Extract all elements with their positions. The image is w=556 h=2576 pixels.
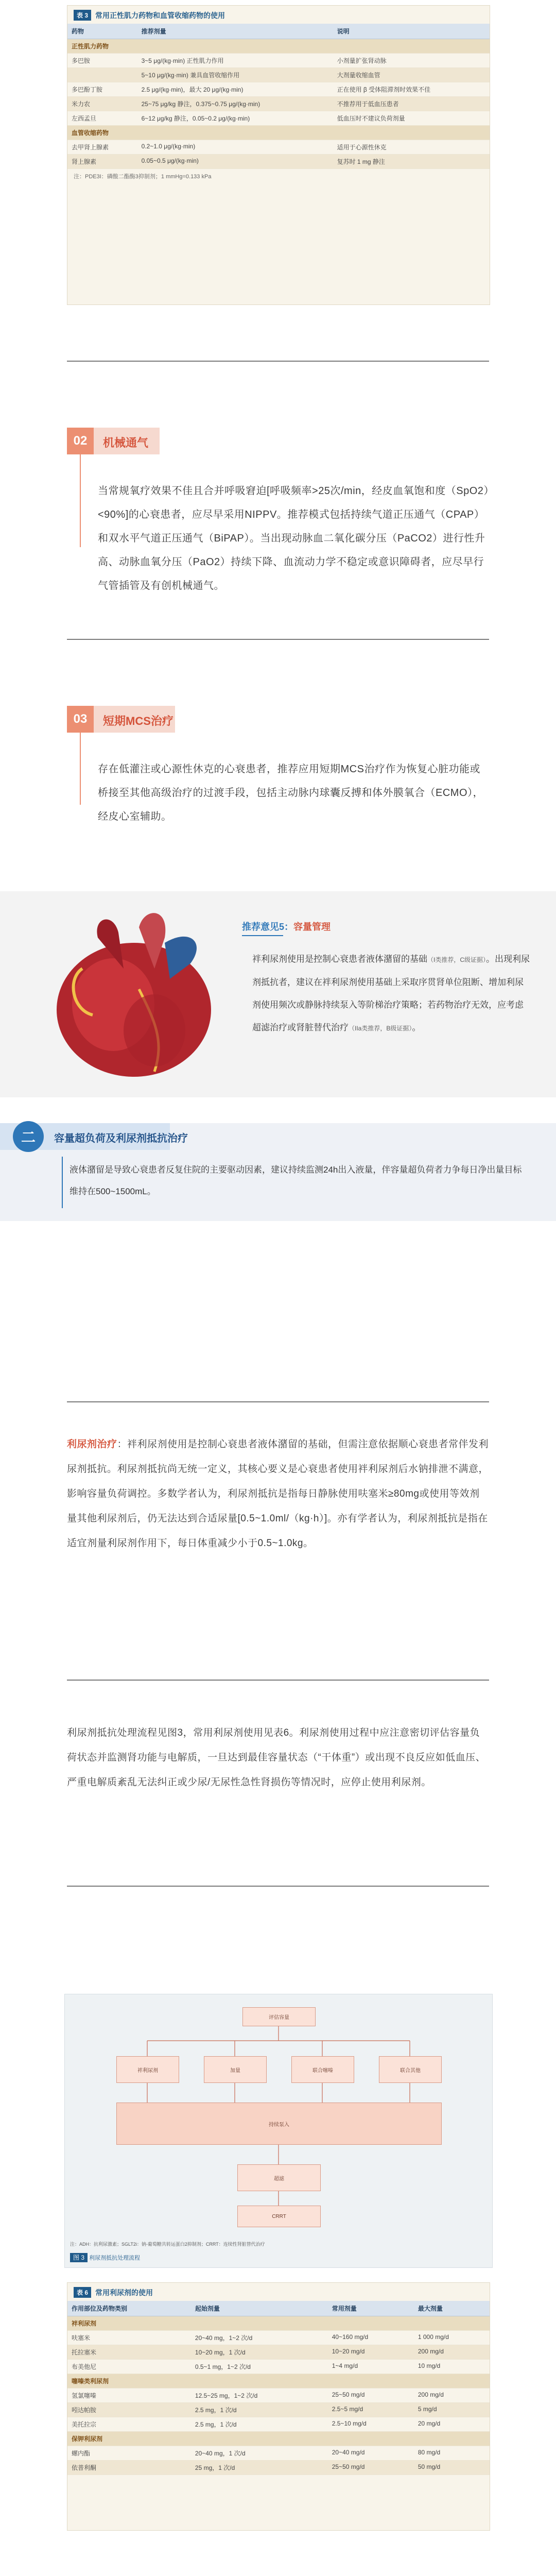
table-cell: 袢利尿剂: [67, 2316, 191, 2331]
table-cell: 正在使用 β 受体阻滞剂时效果不佳: [333, 82, 490, 97]
table-caption: [67, 2283, 490, 2301]
figure-note: 注：ADH：抗利尿激素；SGLT2i：钠-葡萄糖共转运蛋白2抑制剂；CRRT：连续性肾脏替代治疗: [70, 2242, 265, 2247]
table-row: [67, 97, 490, 111]
section-title: 机械通气: [103, 436, 149, 449]
table-footnote: 注：PDE3I：磷酸二酯酶3抑制剂；1 mmHg=0.133 kPa: [74, 174, 212, 180]
table-row: [67, 54, 490, 68]
flow-node-other: 联合其他: [379, 2056, 442, 2083]
section-number: 二: [13, 1121, 44, 1152]
table-group-row: [67, 126, 490, 140]
table-cell: 10~20 mg，1 次/d: [191, 2345, 328, 2360]
table-cell: 依普利酮: [67, 2461, 191, 2475]
recommendation-heading: [242, 920, 331, 933]
recommendation-body: [252, 948, 530, 1040]
table-title: 常用利尿剂的使用: [95, 2288, 153, 2297]
rec-evidence-3: B级证据）: [386, 1025, 412, 1032]
table-cell: 2.5 mg，1 次/d: [191, 2417, 328, 2432]
flow-node-crrt: CRRT: [237, 2206, 321, 2227]
recommendation-title: 容量管理: [293, 922, 331, 932]
table-group-row: [67, 2432, 490, 2446]
table-cell: 25 mg，1 次/d: [191, 2461, 328, 2475]
table-cell: 去甲肾上腺素: [67, 140, 137, 155]
table-cell: 多巴胺: [67, 54, 137, 68]
table-cell: [67, 68, 137, 82]
table-cell: 适用于心源性休克: [333, 140, 490, 155]
table-cell: 20~40 mg，1 次/d: [191, 2446, 328, 2461]
table-cell: 12.5~25 mg，1~2 次/d: [191, 2388, 328, 2403]
table-cell: 25~50 mg/d: [328, 2388, 414, 2403]
section-title: 短期MCS治疗: [103, 715, 173, 727]
column-header: 药物: [67, 24, 137, 39]
table-cell: 40~160 mg/d: [328, 2331, 414, 2345]
table-cell: 3~5 μg/(kg·min) 正性肌力作用: [137, 54, 333, 68]
section-number: 03: [67, 706, 94, 733]
table-6-card: [67, 2282, 490, 2531]
table-cell: [137, 126, 333, 140]
table-row: [67, 140, 490, 155]
figure-caption-text: 利尿剂抵抗处理流程: [89, 2255, 141, 2261]
table-cell: 2.5 mg，1 次/d: [191, 2403, 328, 2417]
divider: [67, 639, 489, 640]
table-cell: 噻嗪类利尿剂: [67, 2374, 191, 2388]
table-cell: [191, 2316, 328, 2331]
flow-node-infusion: 持续泵入: [116, 2103, 442, 2145]
heading-underline: [242, 935, 283, 936]
table-row: [67, 2403, 490, 2417]
data-table: [67, 2301, 490, 2475]
table-row: [67, 2345, 490, 2360]
rec-end: 。: [412, 1023, 421, 1032]
table-row: [67, 111, 490, 126]
table-cell: 肾上腺素: [67, 155, 137, 169]
table-cell: 5~10 μg/(kg·min) 兼具血管收缩作用: [137, 68, 333, 82]
divider: [67, 1401, 489, 1402]
table-group-row: [67, 39, 490, 54]
table-cell: 小剂量扩张肾动脉: [333, 54, 490, 68]
table-cell: 2.5~5 mg/d: [328, 2403, 414, 2417]
figure-tag: 图 3: [70, 2253, 88, 2262]
table-cell: 米力农: [67, 97, 137, 111]
table-cell: 螺内酯: [67, 2446, 191, 2461]
table-cell: 25~75 μg/kg 静注，0.375~0.75 μg/(kg·min): [137, 97, 333, 111]
table-cell: 200 mg/d: [414, 2388, 490, 2403]
table-cell: 血管收缩药物: [67, 126, 137, 140]
diuretic-paragraph: [67, 1432, 489, 1556]
divider: [67, 361, 489, 362]
section-body: 当常规氧疗效果不佳且合并呼吸窘迫[呼吸频率>25次/min，经皮血氧饱和度（SpO2）<90%]的心衰患者，应尽早采用NIPPV。推荐模式包括持续气道正压通气（CPAP）和双水平气道正压通气（BiPAP）。当出现动脉血二氧化碳分压（PaCO2）进行性升高、动脉血氧分压（PaO2）持续下降、血流动力学不稳定或意识障碍者，应尽早行气管插管及有创机械通气。: [98, 485, 489, 591]
column-header: 说明: [333, 24, 490, 39]
table-cell: 大剂量收缩血管: [333, 68, 490, 82]
table-cell: 托拉塞米: [67, 2345, 191, 2360]
section-body: 液体潴留是导致心衰患者反复住院的主要驱动因素，建议持续监测24h出入液量，伴容量超负荷者力争每日净出量目标维持在500~1500mL。: [70, 1165, 522, 1196]
table-cell: 氢氯噻嗪: [67, 2388, 191, 2403]
table-cell: 80 mg/d: [414, 2446, 490, 2461]
table-group-row: [67, 2374, 490, 2388]
table-tag: 表 3: [74, 10, 91, 21]
section-title: 容量超负荷及利尿剂抵抗治疗: [54, 1133, 188, 1144]
table-row: [67, 2388, 490, 2403]
divider: [67, 1680, 489, 1681]
diuretic-text: ：袢利尿剂使用是控制心衰患者液体潴留的基础，但需注意依据顺心衰患者常伴发利尿剂抵抗。利尿剂抵抗尚无统一定义，其核心要义是心衰患者使用袢利尿剂后水钠排泄不满意，影响容量负荷调控。多数学者认为，利尿剂抵抗是指每日静脉使用呋塞米≥80mg或使用等效剂量其他利尿剂后，仍无法达到合适尿量[0.5~1.0ml/（kg·h）]。亦有学者认为，利尿剂抵抗是指在适宜剂量利尿剂作用下，每日体重减少小于0.5~1.0kg。: [67, 1439, 489, 1549]
table-row: [67, 82, 490, 97]
table-cell: 10 mg/d: [414, 2360, 490, 2374]
table-group-row: [67, 2316, 490, 2331]
section-rule: [80, 733, 81, 805]
flow-node-thiazide: 联合噻嗪: [291, 2056, 354, 2083]
table-cell: 0.05~0.5 μg/(kg·min): [137, 155, 333, 169]
section-rule: [80, 454, 81, 547]
divider: [67, 1886, 489, 1887]
column-header: 起始剂量: [191, 2301, 328, 2316]
flow-node-increase: 加量: [204, 2056, 267, 2083]
table-cell: 多巴酚丁胺: [67, 82, 137, 97]
table-cell: [191, 2374, 328, 2388]
table-cell: 1~4 mg/d: [328, 2360, 414, 2374]
table-title: 常用正性肌力药物和血管收缩药物的使用: [95, 11, 225, 20]
table-cell: 20~40 mg/d: [328, 2446, 414, 2461]
data-table: [67, 24, 490, 169]
rec-text-2: 。出现利尿剂抵抗者，建议在袢利尿剂使用基础上采取序贯肾单位阻断、增加利尿剂使用频次或静脉持续泵入等阶梯治疗策略；若药物治疗无效，应考虑超滤治疗或肾脏替代治疗: [252, 954, 530, 1032]
recommendation-label: 推荐意见5：: [242, 922, 294, 932]
diuretic-lead: 利尿剂治疗: [67, 1439, 117, 1450]
flow-node-ultrafiltration: 超滤: [237, 2164, 321, 2191]
table-row: [67, 155, 490, 169]
table-cell: 呋塞米: [67, 2331, 191, 2345]
table-row: [67, 2331, 490, 2345]
table-cell: 吲达帕胺: [67, 2403, 191, 2417]
figure-caption: [70, 2253, 140, 2262]
section-body: 存在低灌注或心源性休克的心衰患者，推荐应用短期MCS治疗作为恢复心脏功能或桥接至其他高级治疗的过渡手段，包括主动脉内球囊反搏和体外膜氧合（ECMO），经皮心室辅助。: [98, 764, 483, 822]
table-row: [67, 2360, 490, 2374]
flow-node-loop: 袢利尿剂: [116, 2056, 179, 2083]
table-cell: 2.5 μg/(kg·min)，最大 20 μg/(kg·min): [137, 82, 333, 97]
table-cell: 布美他尼: [67, 2360, 191, 2374]
table-cell: [328, 2374, 414, 2388]
section-number: 02: [67, 428, 94, 454]
table-cell: [328, 2316, 414, 2331]
table-cell: 20 mg/d: [414, 2417, 490, 2432]
table-row: [67, 2417, 490, 2432]
table-cell: 50 mg/d: [414, 2461, 490, 2475]
table-cell: 2.5~10 mg/d: [328, 2417, 414, 2432]
figure-3-card: [64, 1994, 493, 2268]
table-cell: [137, 39, 333, 54]
table-tag: 表 6: [74, 2287, 91, 2298]
table-cell: 美托拉宗: [67, 2417, 191, 2432]
table-cell: 200 mg/d: [414, 2345, 490, 2360]
table-cell: 1 000 mg/d: [414, 2331, 490, 2345]
table-cell: 5 mg/d: [414, 2403, 490, 2417]
section-rule: [62, 1157, 63, 1208]
table-cell: 左西孟旦: [67, 111, 137, 126]
flow-node-assess: 评估容量: [242, 2007, 316, 2026]
table-cell: 保钾利尿剂: [67, 2432, 191, 2446]
table-cell: [414, 2432, 490, 2446]
table-cell: 0.5~1 mg，1~2 次/d: [191, 2360, 328, 2374]
table-row: [67, 2461, 490, 2475]
table-cell: [414, 2374, 490, 2388]
rec-evidence-1: （I类推荐，C级证据）: [427, 956, 486, 963]
rec-text-1: 袢利尿剂使用是控制心衰患者液体潴留的基础: [252, 954, 427, 964]
heart-illustration: [36, 907, 232, 1087]
table-cell: 0.2~1.0 μg/(kg·min): [137, 140, 333, 155]
table-cell: 低血压时不建议负荷剂量: [333, 111, 490, 126]
table-cell: [414, 2316, 490, 2331]
rec-evidence-2: （IIa类推荐，: [349, 1025, 387, 1032]
table-cell: 10~20 mg/d: [328, 2345, 414, 2360]
table-cell: [328, 2432, 414, 2446]
table-row: [67, 68, 490, 82]
table-3-card: [67, 5, 490, 305]
table-cell: [191, 2432, 328, 2446]
table-cell: [333, 39, 490, 54]
column-header: 推荐剂量: [137, 24, 333, 39]
table-caption: [67, 6, 490, 24]
table-cell: [333, 126, 490, 140]
table-row: [67, 2446, 490, 2461]
table-cell: 25~50 mg/d: [328, 2461, 414, 2475]
column-header: 作用部位及药物类别: [67, 2301, 191, 2316]
table-cell: 20~40 mg，1~2 次/d: [191, 2331, 328, 2345]
table-cell: 6~12 μg/kg 静注，0.05~0.2 μg/(kg·min): [137, 111, 333, 126]
flow-paragraph: 利尿剂抵抗处理流程见图3，常用利尿剂使用见表6。利尿剂使用过程中应注意密切评估容量负荷状态并监测肾功能与电解质，一旦达到最佳容量状态（“干体重”）或出现不良反应如低血压、严重电解质紊乱无法纠正或少尿/无尿性急性肾损伤等情况时，应停止使用利尿剂。: [67, 1727, 486, 1788]
column-header: 常用剂量: [328, 2301, 414, 2316]
table-cell: 正性肌力药物: [67, 39, 137, 54]
column-header: 最大剂量: [414, 2301, 490, 2316]
table-cell: 不推荐用于低血压患者: [333, 97, 490, 111]
table-cell: 复苏时 1 mg 静注: [333, 155, 490, 169]
